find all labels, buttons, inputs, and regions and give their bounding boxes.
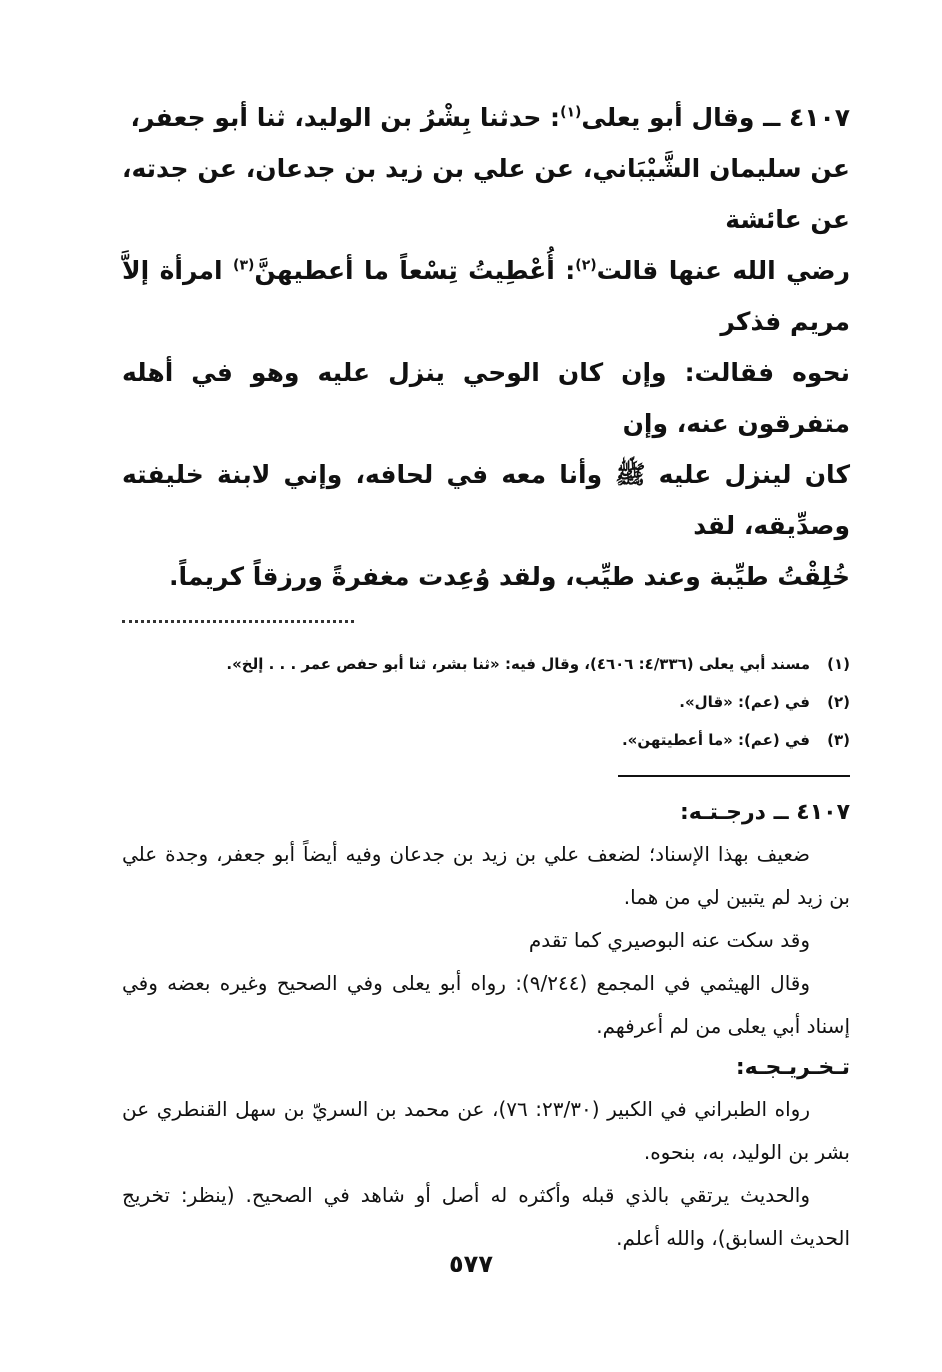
footnotes [122, 645, 850, 759]
hadith-line [122, 245, 850, 347]
hadith-line: كان لينزل عليه ﷺ وأنا معه في لحافه، وإني لابنة خليفته وصدِّيقه، لقد [122, 460, 850, 540]
footnote-text: مسند أبي يعلى (٤/٣٣٦: ٤٦٠٦)، وقال فيه: «ثنا بشر، ثنا أبو حفص عمر . . . إلخ». [226, 655, 810, 673]
grade-paragraph: ضعيف بهذا الإسناد؛ لضعف علي بن زيد بن جدعان وفيه أيضاً أبو جعفر، وجدة علي بن زيد لم يتبين لي من هما. [122, 842, 850, 909]
hadith-line-3-mid: : أُعْطِيتُ تِسْعاً ما أعطيهنَّ [254, 256, 576, 285]
section-divider [618, 775, 850, 777]
takhrij-paragraph: رواه الطبراني في الكبير (٢٣/٣٠: ٧٦)، عن محمد بن السريّ بن سهل القنطري عن بشر بن الوليد، به، بنحوه. [122, 1097, 850, 1164]
takhrij-heading: تـخـريـجـه: [735, 1055, 850, 1080]
hadith-line-1-start: ٤١٠٧ ــ وقال أبو يعلى [581, 103, 850, 132]
footnote-number: (٣) [827, 731, 850, 749]
hadith-line-1-rest: : حدثنا بِشْرُ بن الوليد، ثنا أبو جعفر، [130, 103, 561, 132]
hadith-line: نحوه فقالت: وإن كان الوحي ينزل عليه وهو في أهله متفرقون عنه، وإن [122, 358, 850, 438]
footnote-mark: (٣) [233, 257, 255, 274]
grade-section [122, 793, 850, 1048]
hadith-line-3-rest: امرأة إلاَّ مريم فذكر [122, 256, 850, 336]
footnote-number: (١) [827, 655, 850, 673]
footnote-2 [122, 683, 850, 721]
footnote-mark: (٢) [575, 257, 597, 274]
footnote-number: (٢) [827, 693, 850, 711]
page-content [122, 92, 850, 1260]
grade-paragraph: وقد سكت عنه البوصيري كما تقدم [528, 928, 810, 952]
hadith-line: عن سليمان الشَّيْبَاني، عن علي بن زيد بن جدعان، عن جدته، عن عائشة [122, 154, 850, 234]
hadith-line-3-start: رضي الله عنها قالت [596, 256, 850, 285]
page-number: ٥٧٧ [449, 1250, 493, 1278]
hadith-text [122, 92, 850, 602]
footnote-text: في (عم): «قال». [679, 693, 810, 711]
footnote-3 [122, 721, 850, 759]
footnote-1 [122, 645, 850, 683]
takhrij-section [122, 1048, 850, 1260]
grade-paragraph: وقال الهيثمي في المجمع (٩/٢٤٤): رواه أبو يعلى وفي الصحيح وغيره بعضه وفي إسناد أبي يعلى من لم أعرفهم. [122, 971, 850, 1038]
footnote-separator-dots [122, 620, 354, 633]
hadith-line [122, 92, 850, 143]
footnote-text: في (عم): «ما أعطيتهن». [621, 731, 810, 749]
hadith-line: خُلِقْتُ طيِّبة وعند طيِّب، ولقد وُعِدت مغفرةً ورزقاً كريماً. [168, 562, 850, 591]
footnote-mark: (١) [560, 104, 582, 121]
takhrij-paragraph: والحديث يرتقي بالذي قبله وأكثره له أصل أو شاهد في الصحيح. (ينظر: تخريج الحديث السابق)، والله أعلم. [122, 1183, 850, 1250]
grade-heading: ٤١٠٧ ــ درجـتـه: [679, 800, 850, 825]
